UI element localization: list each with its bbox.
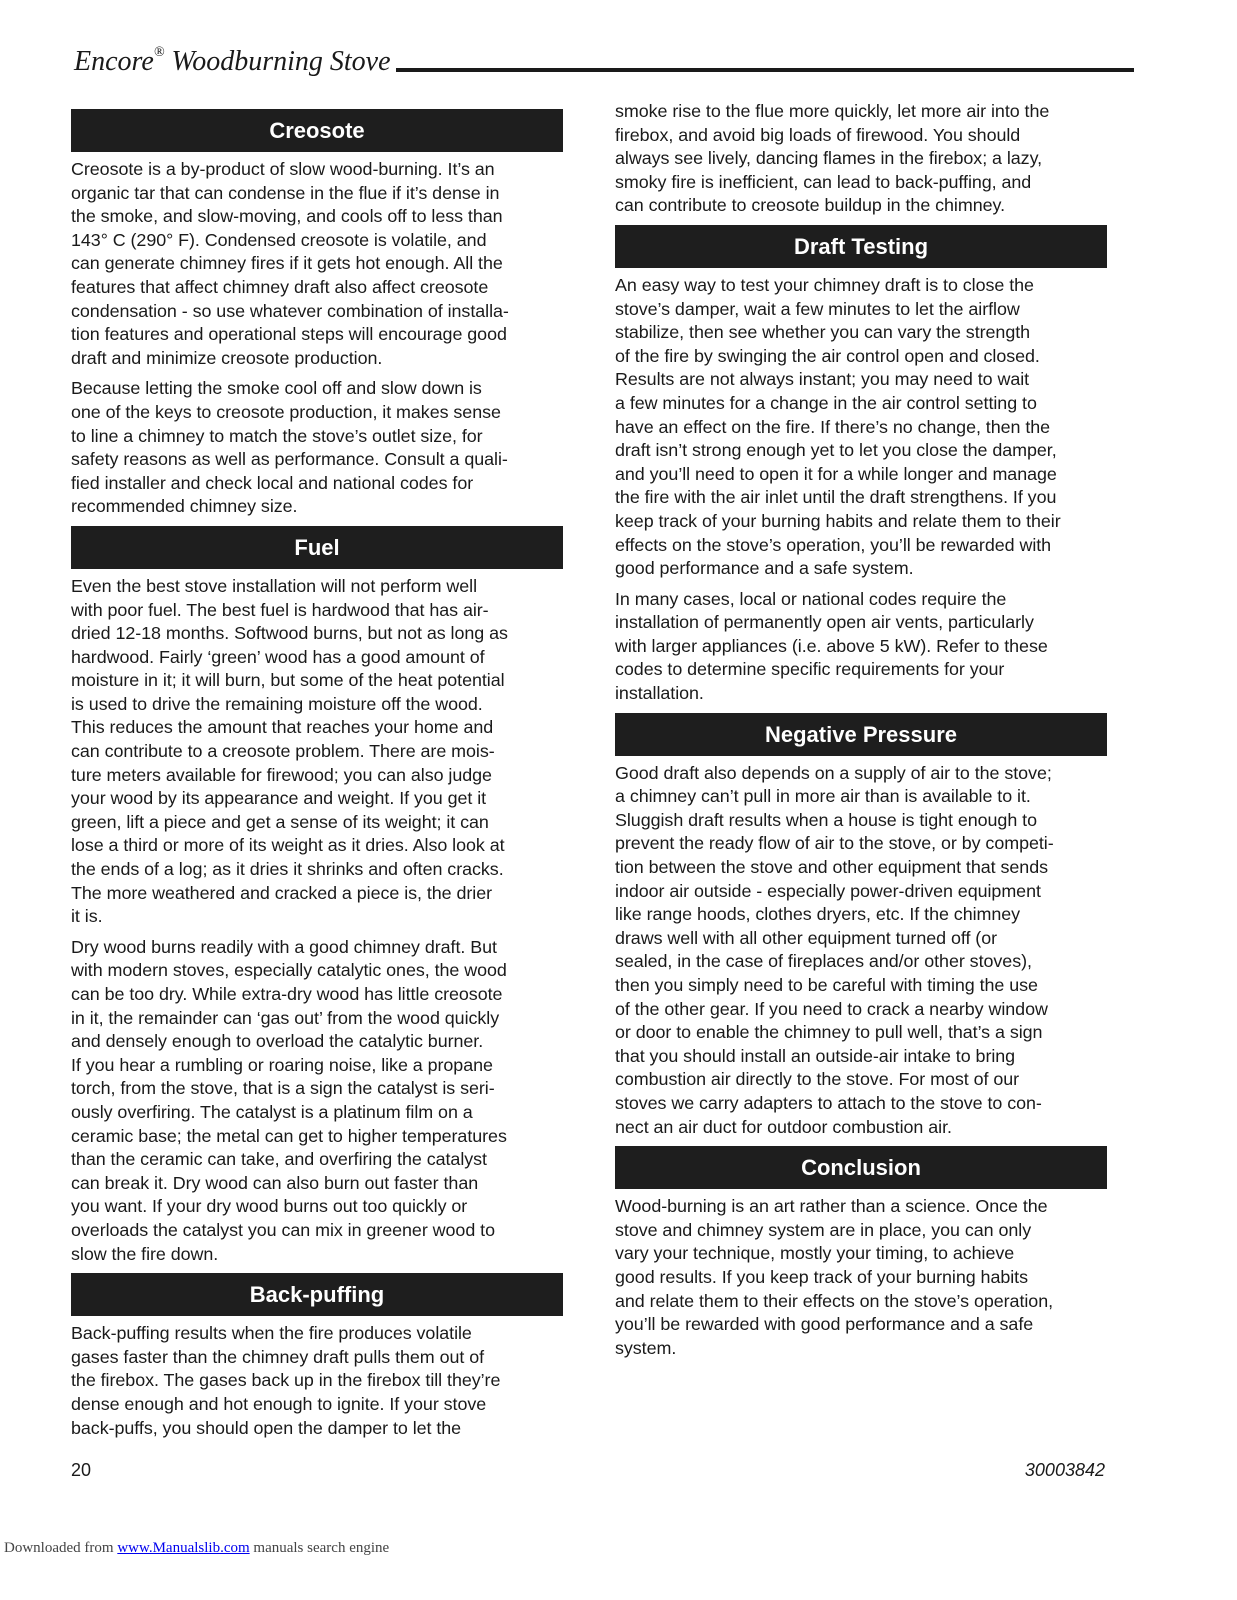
fuel-paragraph-2: Dry wood burns readily with a good chimney draft. But with modern stoves, especially catalytic ones, the wood can be too dry. While extra-dry wood has little creosote in it, the remainder can ‘gas out’ from the wood quickly and densely enough to overload the catalytic burner. If you hear a rumbling or roaring noise, like a propane torch, from the stove, that is a sign the catalyst is seri- ously overfiring. The catalyst is a platinum film on a ceramic base; the metal can get to higher temperatures than the ceramic can take, and overfiring the catalyst can break it. Dry wood can also burn out faster than you want. If your dry wood burns out too quickly or overloads the catalyst you can mix in greener wood to slow the fire down. [71,936,507,1264]
left-column [71,105,563,1447]
negative-pressure-paragraph-1: Good draft also depends on a supply of air to the stove; a chimney can’t pull in more air than is available to it. Sluggish draft results when a house is tight enough to prevent the ready flow of air to the stove, or by competi- tion between the stove and other equipment that sends indoor air outside - especially power-driven equipment like range hoods, clothes dryers, etc. If the chimney draws well with all other equipment turned off (or sealed, in the case of fireplaces and/or other stoves), then you simply need to be careful with timing the use of the other gear. If you need to crack a nearby window or door to enable the chimney to pull well, that’s a sign that you should install an outside-air intake to bring combustion air directly to the stove. For most of our stoves we carry adapters to attach to the stove to con- nect an air duct for outdoor combustion air. [615,762,1054,1137]
page-number: 20 [71,1460,92,1480]
section-title-fuel: Fuel [71,526,563,569]
section-title-conclusion: Conclusion [615,1146,1107,1189]
draft-testing-paragraph-1: An easy way to test your chimney draft is to close the stove’s damper, wait a few minutes to let the airflow stabilize, then see whether you can vary the strength of the fire by swinging the air control open and closed. Results are not always instant; you may need to wait a few minutes for a change in the air control setting to have an effect on the fire. If there’s no change, then the draft isn’t strong enough yet to let you close the damper, and you’ll need to open it for a while longer and manage the fire with the air inlet until the draft strengthens. If you keep track of your burning habits and relate them to their effects on the stove’s operation, you’ll be rewarded with good performance and a safe system. [615,274,1061,579]
document-number: 30003842 [1024,1460,1105,1480]
page-header [74,44,1134,84]
right-column [615,100,1107,1367]
creosote-paragraph-2: Because letting the smoke cool off and slow down is one of the keys to creosote production, it makes sense to line a chimney to match the stove’s outlet size, for safety reasons as well as performance. Consult a quali- fied installer and check local and national codes for recommended chimney size. [71,378,508,517]
back-puffing-paragraph-1: Back-puffing results when the fire produces volatile gases faster than the chimney draft pulls them out of the firebox. The gases back up in the firebox till they’re dense enough and hot enough to ignite. If your stove back-puffs, you should open the damper to let the [71,1323,501,1438]
back-puffing-continuation: smoke rise to the flue more quickly, let more air into the firebox, and avoid big loads of firewood. You should always see lively, dancing flames in the firebox; a lazy, smoky fire is inefficient, can lead to back-puffing, and can contribute to creosote buildup in the chimney. [615,101,1050,216]
download-footer: Downloaded from www.Manualslib.com manuals search engine [4,1540,390,1556]
section-title-creosote: Creosote [71,109,563,152]
document-title: Encore® Woodburning Stove [74,44,391,77]
conclusion-paragraph-1: Wood-burning is an art rather than a science. Once the stove and chimney system are in place, you can only vary your technique, mostly your timing, to achieve good results. If you keep track of your burning habits and relate them to their effects on the stove’s operation, you’ll be rewarded with good performance and a safe system. [615,1196,1054,1358]
creosote-paragraph-1: Creosote is a by-product of slow wood-burning. It’s an organic tar that can condense in the flue if it’s dense in the smoke, and slow-moving, and cools off to less than 143° C (290° F). Condensed creosote is volatile, and can generate chimney fires if it gets hot enough. All the features that affect chimney draft also affect creosote condensation - so use whatever combination of installa- tion features and operational steps will encourage good draft and minimize creosote production. [71,159,509,368]
section-title-draft-testing: Draft Testing [615,225,1107,268]
section-title-negative-pressure: Negative Pressure [615,713,1107,756]
registered-mark: ® [153,44,165,60]
section-title-back-puffing: Back-puffing [71,1273,563,1316]
manualslib-link[interactable]: www.Manualslib.com [117,1540,250,1556]
draft-testing-paragraph-2: In many cases, local or national codes require the installation of permanently open air vents, particularly with larger appliances (i.e. above 5 kW). Refer to these codes to determine specific requirements for your installation. [615,588,1048,704]
header-rule [396,68,1134,72]
fuel-paragraph-1: Even the best stove installation will not perform well with poor fuel. The best fuel is hardwood that has air- dried 12-18 months. Softwood burns, but not as long as hardwood. Fairly ‘green’ wood has a good amount of moisture in it; it will burn, but some of the heat potential is used to drive the remaining moisture off the wood. This reduces the amount that reaches your home and can contribute to a creosote problem. There are mois- ture meters available for firewood; you can also judge your wood by its appearance and weight. If you get it green, lift a piece and get a sense of its weight; it can lose a third or more of its weight as it dries. Also look at the ends of a log; as it dries it shrinks and often cracks. The more weathered and cracked a piece is, the drier it is. [71,575,508,927]
